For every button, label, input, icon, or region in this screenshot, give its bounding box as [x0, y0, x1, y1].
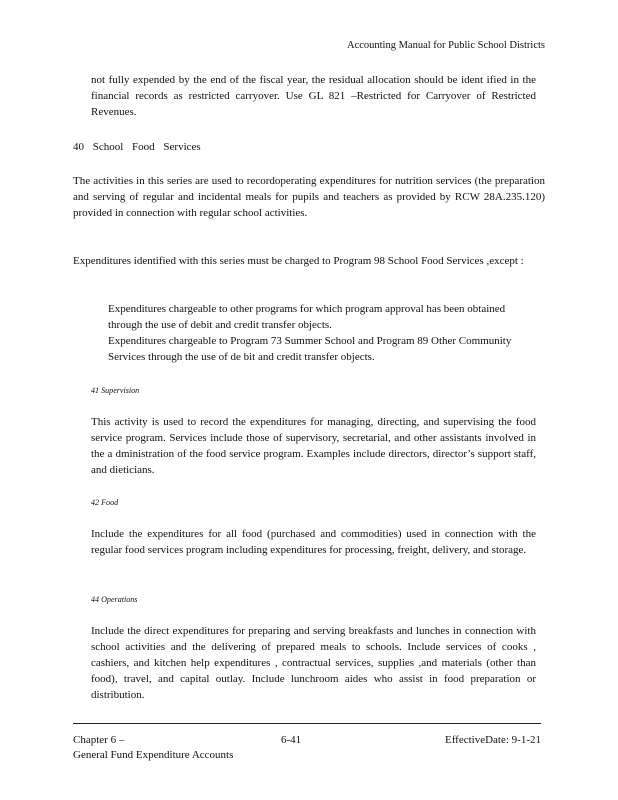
list-item: [91, 301, 536, 333]
exception-intro-paragraph: Expenditures identified with this series must be charged to Program 98 School Food Services ,except :: [73, 255, 524, 267]
bullet-text: Expenditures chargeable to other programs for which program approval has been obtained through the use of debit and credit transfer objects.: [108, 303, 506, 331]
section-title: 40 School Food Services: [73, 141, 201, 153]
bullet-text: Expenditures chargeable to Program 73 Summer School and Program 89 Other Community Services through the use of de bit and credit transfer objects.: [108, 335, 512, 363]
page-number: 6-41: [281, 734, 302, 746]
footer-effective-date: EffectiveDate: 9-1-21: [444, 734, 541, 746]
footer-chapter-name: General Fund Expenditure Accounts: [73, 749, 234, 761]
list-item: [91, 333, 536, 365]
footer-chapter: Chapter 6 –: [73, 734, 125, 746]
continuation-paragraph: not fully expended by the end of the fiscal year, the residual allocation should be ident ified in the financial records as restricted carryover. Use GL 821 –Restricted for Carryover of Restricted Revenues.: [91, 74, 536, 118]
subsection-body-food: Include the expenditures for all food (purchased and commodities) used in connection with the regular food services program including expenditures for processing, freight, delivery, and storage.: [91, 528, 536, 556]
subsection-heading-operations: 44 Operations: [91, 594, 138, 604]
subsection-body-operations: Include the direct expenditures for preparing and serving breakfasts and lunches in connection with school activities and the delivering of prepared meals to schools. Include services of cooks , cashiers, and kitchen help expenditures , contractual services, supplies ,and materials (other than food), travel, and capital outlay. Include lunchroom aides who assist in food preparation or distribution.: [91, 625, 536, 701]
subsection-heading-food: 42 Food: [91, 497, 119, 507]
subsection-body-supervision: This activity is used to record the expenditures for managing, directing, and supervising the food service program. Services include those of supervisory, secretarial, and other assistants involved in the a dministration of the food service program. Examples include directors, director’s support staff, and dieticians.: [91, 416, 536, 476]
section-intro-paragraph: The activities in this series are used to recordoperating expenditures for nutrition services (the preparation and serving of regular and incidental meals for pupils and teachers as provided by RCW 28A.235.120) provided in connection with regular school activities.: [73, 175, 545, 219]
page-header: Accounting Manual for Public School Districts: [346, 40, 545, 51]
footer-rule: [73, 723, 541, 724]
subsection-heading-supervision: 41 Supervision: [91, 385, 140, 395]
